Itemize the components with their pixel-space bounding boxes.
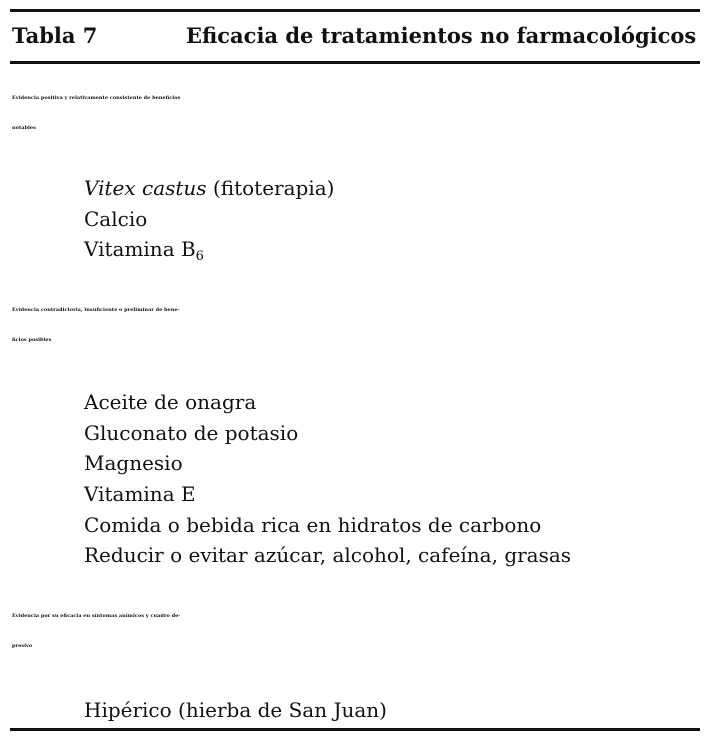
item-text: Vitamina E	[84, 482, 196, 507]
item-text: Reducir o evitar azúcar, alcohol, cafeína, grasas	[84, 543, 572, 568]
section-heading-positive	[12, 83, 702, 143]
item-text: Vitamina B	[84, 237, 196, 262]
section-heading-line: Evidencia positiva y relativamente consistente de beneficios	[12, 95, 181, 101]
section-heading-mood	[12, 601, 702, 661]
item-text: Gluconato de potasio	[84, 420, 299, 445]
section-heading-possible	[12, 295, 702, 355]
list-item	[84, 173, 334, 204]
item-list-positive	[84, 173, 334, 265]
item-subscript: 6	[195, 249, 204, 265]
list-item	[84, 695, 387, 726]
table-number: Tabla 7	[12, 23, 98, 48]
item-text: Calcio	[84, 206, 148, 231]
top-rule	[10, 9, 700, 12]
section-heading-line: ficios posibles	[12, 337, 52, 343]
list-item	[84, 448, 571, 479]
item-text: Magnesio	[84, 451, 183, 476]
list-item	[84, 540, 571, 571]
table-title: Eficacia de tratamientos no farmacológicos	[186, 23, 697, 48]
item-text: (fitoterapia)	[206, 176, 335, 200]
section-heading-line: notables	[12, 125, 36, 131]
list-item	[84, 479, 571, 510]
item-text: Aceite de onagra	[84, 390, 257, 414]
table-header	[10, 23, 700, 53]
list-item	[84, 387, 571, 418]
item-text: Comida o bebida rica en hidratos de carbono	[84, 512, 542, 537]
section-heading-line: Evidencia por su eficacia en síntomas anímicos y cuadro de-	[12, 613, 181, 619]
section-heading-line: presivo	[12, 643, 33, 649]
bottom-rule	[10, 728, 700, 731]
item-italic-text: Vitex castus	[84, 176, 207, 200]
list-item	[84, 234, 334, 265]
header-rule	[10, 61, 700, 64]
list-item	[84, 204, 334, 235]
list-item	[84, 418, 571, 449]
item-text: Hipérico (hierba de San Juan)	[84, 698, 387, 722]
section-heading-line: Evidencia contradictoria, insuficiente o preliminar de bene-	[12, 307, 180, 313]
list-item	[84, 510, 571, 541]
item-list-mood	[84, 695, 387, 726]
item-list-possible	[84, 387, 571, 571]
